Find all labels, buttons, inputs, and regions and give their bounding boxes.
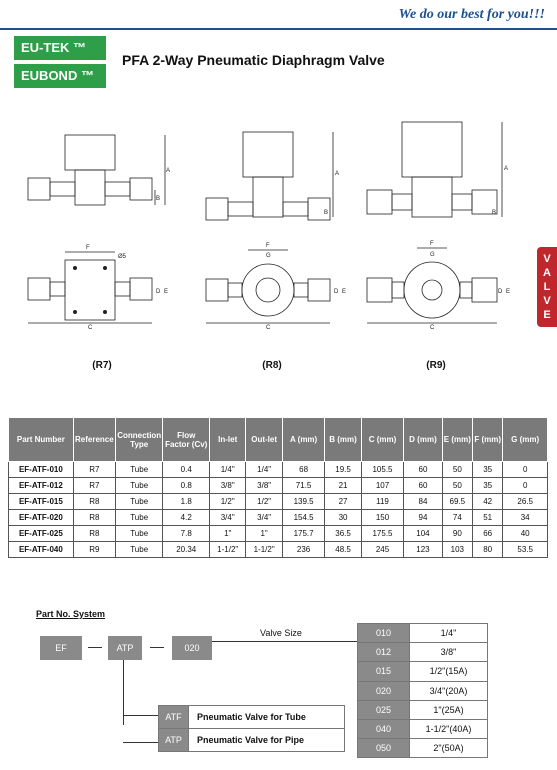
table-row bbox=[9, 542, 548, 558]
table-cell: 236 bbox=[282, 542, 324, 558]
part-system-title: Part No. System bbox=[36, 609, 106, 619]
part-number-cell: EF-ATF-040 bbox=[9, 542, 74, 558]
table-cell: R8 bbox=[73, 510, 115, 526]
r9-pipe-left-bottom bbox=[392, 282, 404, 298]
table-cell: 105.5 bbox=[361, 462, 403, 478]
r9-actuator bbox=[402, 122, 462, 177]
size-value: 3/4"(20A) bbox=[410, 681, 488, 700]
r7-fitting-left bbox=[28, 178, 50, 200]
column-header: Out-let bbox=[246, 418, 282, 462]
table-cell: 4.2 bbox=[163, 510, 210, 526]
size-row bbox=[358, 643, 488, 662]
dim-label: B bbox=[156, 196, 161, 202]
table-cell: 94 bbox=[404, 510, 442, 526]
size-code: 025 bbox=[358, 700, 410, 719]
part-code-type: ATP bbox=[108, 636, 142, 660]
table-row bbox=[9, 510, 548, 526]
r7-body bbox=[75, 170, 105, 205]
table-cell: 0.8 bbox=[163, 478, 210, 494]
r7-plate bbox=[65, 260, 115, 320]
dim-label: C bbox=[430, 325, 435, 330]
dim-label: G bbox=[430, 252, 435, 258]
size-value: 1-1/2"(40A) bbox=[410, 719, 488, 738]
dim-label: D bbox=[498, 289, 503, 295]
size-value: 3/8" bbox=[410, 643, 488, 662]
size-row bbox=[358, 700, 488, 719]
dim-label: E bbox=[506, 289, 511, 295]
dim-label: B bbox=[324, 210, 329, 216]
r9-fitting-right-bottom bbox=[472, 278, 497, 302]
type-code: ATF bbox=[159, 706, 189, 729]
r9-flange bbox=[404, 262, 460, 318]
spec-header-row bbox=[9, 418, 548, 462]
table-cell: 3/4" bbox=[246, 510, 282, 526]
r8-fitting-right-bottom bbox=[308, 279, 330, 301]
table-cell: 27 bbox=[325, 494, 361, 510]
r9-pipe-right bbox=[452, 194, 472, 210]
table-cell: 51 bbox=[473, 510, 503, 526]
table-cell: 50 bbox=[442, 462, 472, 478]
r8-pipe-left-bottom bbox=[228, 283, 242, 297]
table-cell: 21 bbox=[325, 478, 361, 494]
section-tab-letter: E bbox=[543, 309, 551, 321]
section-tab-letter: A bbox=[543, 267, 551, 279]
r7-bolt bbox=[73, 310, 77, 314]
size-code: 015 bbox=[358, 662, 410, 681]
table-cell: Tube bbox=[115, 494, 163, 510]
table-cell: Tube bbox=[115, 526, 163, 542]
table-cell: 80 bbox=[473, 542, 503, 558]
table-cell: 36.5 bbox=[325, 526, 361, 542]
type-description: Pneumatic Valve for Pipe bbox=[189, 729, 345, 752]
section-tab-letter: V bbox=[543, 253, 551, 265]
size-value: 1/4" bbox=[410, 624, 488, 643]
valve-size-label: Valve Size bbox=[260, 628, 302, 638]
column-header: C (mm) bbox=[361, 418, 403, 462]
r7-pipe-left bbox=[50, 182, 75, 196]
r8-body bbox=[253, 177, 283, 217]
table-cell: 30 bbox=[325, 510, 361, 526]
r9-body bbox=[412, 177, 452, 217]
column-header: B (mm) bbox=[325, 418, 361, 462]
table-cell: R8 bbox=[73, 494, 115, 510]
table-cell: 3/4" bbox=[210, 510, 246, 526]
table-cell: 175.5 bbox=[361, 526, 403, 542]
r9-pipe-right-bottom bbox=[460, 282, 472, 298]
part-number-cell: EF-ATF-012 bbox=[9, 478, 74, 494]
table-cell: 19.5 bbox=[325, 462, 361, 478]
r9-fitting-left-bottom bbox=[367, 278, 392, 302]
part-number-cell: EF-ATF-015 bbox=[9, 494, 74, 510]
table-cell: 26.5 bbox=[503, 494, 548, 510]
r8-pipe-right-bottom bbox=[294, 283, 308, 297]
table-cell: 103 bbox=[442, 542, 472, 558]
table-cell: 53.5 bbox=[503, 542, 548, 558]
drawing-label-r9: (R9) bbox=[426, 360, 446, 371]
brand-eutek: EU-TEK ™ bbox=[14, 36, 106, 60]
table-cell: 60 bbox=[404, 478, 442, 494]
type-code: ATP bbox=[159, 729, 189, 752]
r7-bolt bbox=[103, 310, 107, 314]
table-cell: 42 bbox=[473, 494, 503, 510]
spec-table-body bbox=[9, 462, 548, 558]
page-title: PFA 2-Way Pneumatic Diaphragm Valve bbox=[122, 52, 385, 68]
dim-label: F bbox=[266, 243, 270, 249]
table-cell: 74 bbox=[442, 510, 472, 526]
size-row bbox=[358, 662, 488, 681]
dim-label: E bbox=[164, 289, 169, 295]
column-header: Connection Type bbox=[115, 418, 163, 462]
column-header: F (mm) bbox=[473, 418, 503, 462]
r8-pipe-left bbox=[228, 202, 253, 216]
table-cell: 48.5 bbox=[325, 542, 361, 558]
table-cell: 245 bbox=[361, 542, 403, 558]
r8-fitting-right bbox=[308, 198, 330, 220]
dim-label: F bbox=[430, 241, 434, 247]
size-code: 010 bbox=[358, 624, 410, 643]
column-header: Reference bbox=[73, 418, 115, 462]
drawing-r7-svg bbox=[20, 110, 170, 330]
r7-bolt bbox=[73, 266, 77, 270]
table-cell: 1/4" bbox=[246, 462, 282, 478]
r9-pipe-left bbox=[392, 194, 412, 210]
type-table bbox=[158, 705, 345, 752]
type-description: Pneumatic Valve for Tube bbox=[189, 706, 345, 729]
dim-label: C bbox=[266, 325, 271, 330]
size-value: 2"(50A) bbox=[410, 739, 488, 758]
table-cell: 1" bbox=[210, 526, 246, 542]
dim-label: Ø5 bbox=[118, 254, 127, 260]
table-cell: 107 bbox=[361, 478, 403, 494]
dim-label: D bbox=[156, 289, 161, 295]
table-row bbox=[9, 478, 548, 494]
table-cell: 60 bbox=[404, 462, 442, 478]
size-table bbox=[357, 623, 488, 758]
table-cell: 104 bbox=[404, 526, 442, 542]
table-row bbox=[9, 462, 548, 478]
r8-flange bbox=[242, 264, 294, 316]
table-cell: 40 bbox=[503, 526, 548, 542]
type-connector-pipe bbox=[123, 742, 158, 743]
size-value: 1/2"(15A) bbox=[410, 662, 488, 681]
table-cell: Tube bbox=[115, 478, 163, 494]
dim-label: A bbox=[504, 166, 509, 172]
valve-size-connector bbox=[212, 641, 357, 642]
drawing-r9 bbox=[362, 110, 512, 330]
table-cell: 35 bbox=[473, 478, 503, 494]
table-cell: 1/2" bbox=[210, 494, 246, 510]
drawing-label-r7: (R7) bbox=[92, 360, 112, 371]
r7-fitting-right-bottom bbox=[130, 278, 152, 300]
column-header: Flow Factor (Cv) bbox=[163, 418, 210, 462]
table-cell: 69.5 bbox=[442, 494, 472, 510]
spec-table bbox=[8, 417, 548, 558]
separator-dash bbox=[150, 647, 164, 648]
column-header: In-let bbox=[210, 418, 246, 462]
size-row bbox=[358, 681, 488, 700]
size-code: 020 bbox=[358, 681, 410, 700]
table-cell: Tube bbox=[115, 510, 163, 526]
separator-dash bbox=[88, 647, 102, 648]
table-cell: 0.4 bbox=[163, 462, 210, 478]
dim-label: C bbox=[88, 325, 93, 330]
part-number-cell: EF-ATF-020 bbox=[9, 510, 74, 526]
dim-label: G bbox=[266, 253, 271, 259]
table-cell: 1-1/2" bbox=[246, 542, 282, 558]
r7-fitting-right bbox=[130, 178, 152, 200]
drawing-r8-svg bbox=[198, 110, 348, 330]
table-cell: 68 bbox=[282, 462, 324, 478]
r8-flange-inner bbox=[256, 278, 280, 302]
size-row bbox=[358, 624, 488, 643]
table-cell: Tube bbox=[115, 542, 163, 558]
r7-fitting-left-bottom bbox=[28, 278, 50, 300]
table-cell: R8 bbox=[73, 526, 115, 542]
table-cell: 50 bbox=[442, 478, 472, 494]
r9-flange-inner bbox=[422, 280, 442, 300]
table-row bbox=[9, 494, 548, 510]
brand-eubond: EUBOND ™ bbox=[14, 64, 106, 88]
size-code: 012 bbox=[358, 643, 410, 662]
table-cell: R9 bbox=[73, 542, 115, 558]
column-header: E (mm) bbox=[442, 418, 472, 462]
size-value: 1"(25A) bbox=[410, 700, 488, 719]
drawing-r7 bbox=[20, 110, 170, 330]
table-cell: 3/8" bbox=[246, 478, 282, 494]
table-cell: 90 bbox=[442, 526, 472, 542]
table-cell: 66 bbox=[473, 526, 503, 542]
r9-fitting-left bbox=[367, 190, 392, 214]
part-code-size: 020 bbox=[172, 636, 212, 660]
drawing-label-r8: (R8) bbox=[262, 360, 282, 371]
dim-label: A bbox=[335, 171, 340, 177]
size-row bbox=[358, 739, 488, 758]
table-cell: 119 bbox=[361, 494, 403, 510]
dim-label: E bbox=[342, 289, 347, 295]
r8-fitting-left-bottom bbox=[206, 279, 228, 301]
r7-bolt bbox=[103, 266, 107, 270]
table-cell: R7 bbox=[73, 462, 115, 478]
column-header: A (mm) bbox=[282, 418, 324, 462]
table-cell: 1" bbox=[246, 526, 282, 542]
table-cell: 154.5 bbox=[282, 510, 324, 526]
table-cell: 150 bbox=[361, 510, 403, 526]
section-tab-letter: V bbox=[543, 295, 551, 307]
type-connector-tube bbox=[123, 715, 158, 716]
table-row bbox=[9, 526, 548, 542]
part-code-prefix: EF bbox=[40, 636, 82, 660]
r7-pipe-left-bottom bbox=[50, 282, 65, 296]
dim-label: D bbox=[334, 289, 339, 295]
column-header: Part Number bbox=[9, 418, 74, 462]
header-rule bbox=[0, 28, 557, 30]
section-tab-valve[interactable] bbox=[537, 247, 557, 327]
section-tab-letter: L bbox=[543, 281, 551, 293]
table-cell: Tube bbox=[115, 462, 163, 478]
size-code: 040 bbox=[358, 719, 410, 738]
table-cell: 123 bbox=[404, 542, 442, 558]
type-row bbox=[159, 729, 345, 752]
table-cell: 34 bbox=[503, 510, 548, 526]
table-cell: 1-1/2" bbox=[210, 542, 246, 558]
size-code: 050 bbox=[358, 739, 410, 758]
column-header: G (mm) bbox=[503, 418, 548, 462]
drawing-r9-svg bbox=[362, 110, 512, 330]
table-cell: 84 bbox=[404, 494, 442, 510]
table-cell: 175.7 bbox=[282, 526, 324, 542]
slogan: We do our best for you!!! bbox=[398, 7, 545, 22]
table-cell: 35 bbox=[473, 462, 503, 478]
table-cell: 0 bbox=[503, 462, 548, 478]
r8-pipe-right bbox=[283, 202, 308, 216]
table-cell: 1.8 bbox=[163, 494, 210, 510]
table-cell: 1/2" bbox=[246, 494, 282, 510]
table-cell: 0 bbox=[503, 478, 548, 494]
table-cell: 71.5 bbox=[282, 478, 324, 494]
part-number-cell: EF-ATF-025 bbox=[9, 526, 74, 542]
dim-label: F bbox=[86, 245, 90, 251]
table-cell: 1/4" bbox=[210, 462, 246, 478]
table-cell: 3/8" bbox=[210, 478, 246, 494]
r8-fitting-left bbox=[206, 198, 228, 220]
part-number-cell: EF-ATF-010 bbox=[9, 462, 74, 478]
dim-label: A bbox=[166, 168, 170, 174]
r8-actuator bbox=[243, 132, 293, 177]
table-cell: 139.5 bbox=[282, 494, 324, 510]
r7-pipe-right bbox=[105, 182, 130, 196]
r7-actuator-top bbox=[65, 135, 115, 170]
type-row bbox=[159, 706, 345, 729]
size-row bbox=[358, 719, 488, 738]
table-cell: 20.34 bbox=[163, 542, 210, 558]
table-cell: R7 bbox=[73, 478, 115, 494]
r7-pipe-right-bottom bbox=[115, 282, 130, 296]
drawing-r8 bbox=[198, 110, 348, 330]
table-cell: 7.8 bbox=[163, 526, 210, 542]
dim-label: B bbox=[492, 210, 497, 216]
column-header: D (mm) bbox=[404, 418, 442, 462]
